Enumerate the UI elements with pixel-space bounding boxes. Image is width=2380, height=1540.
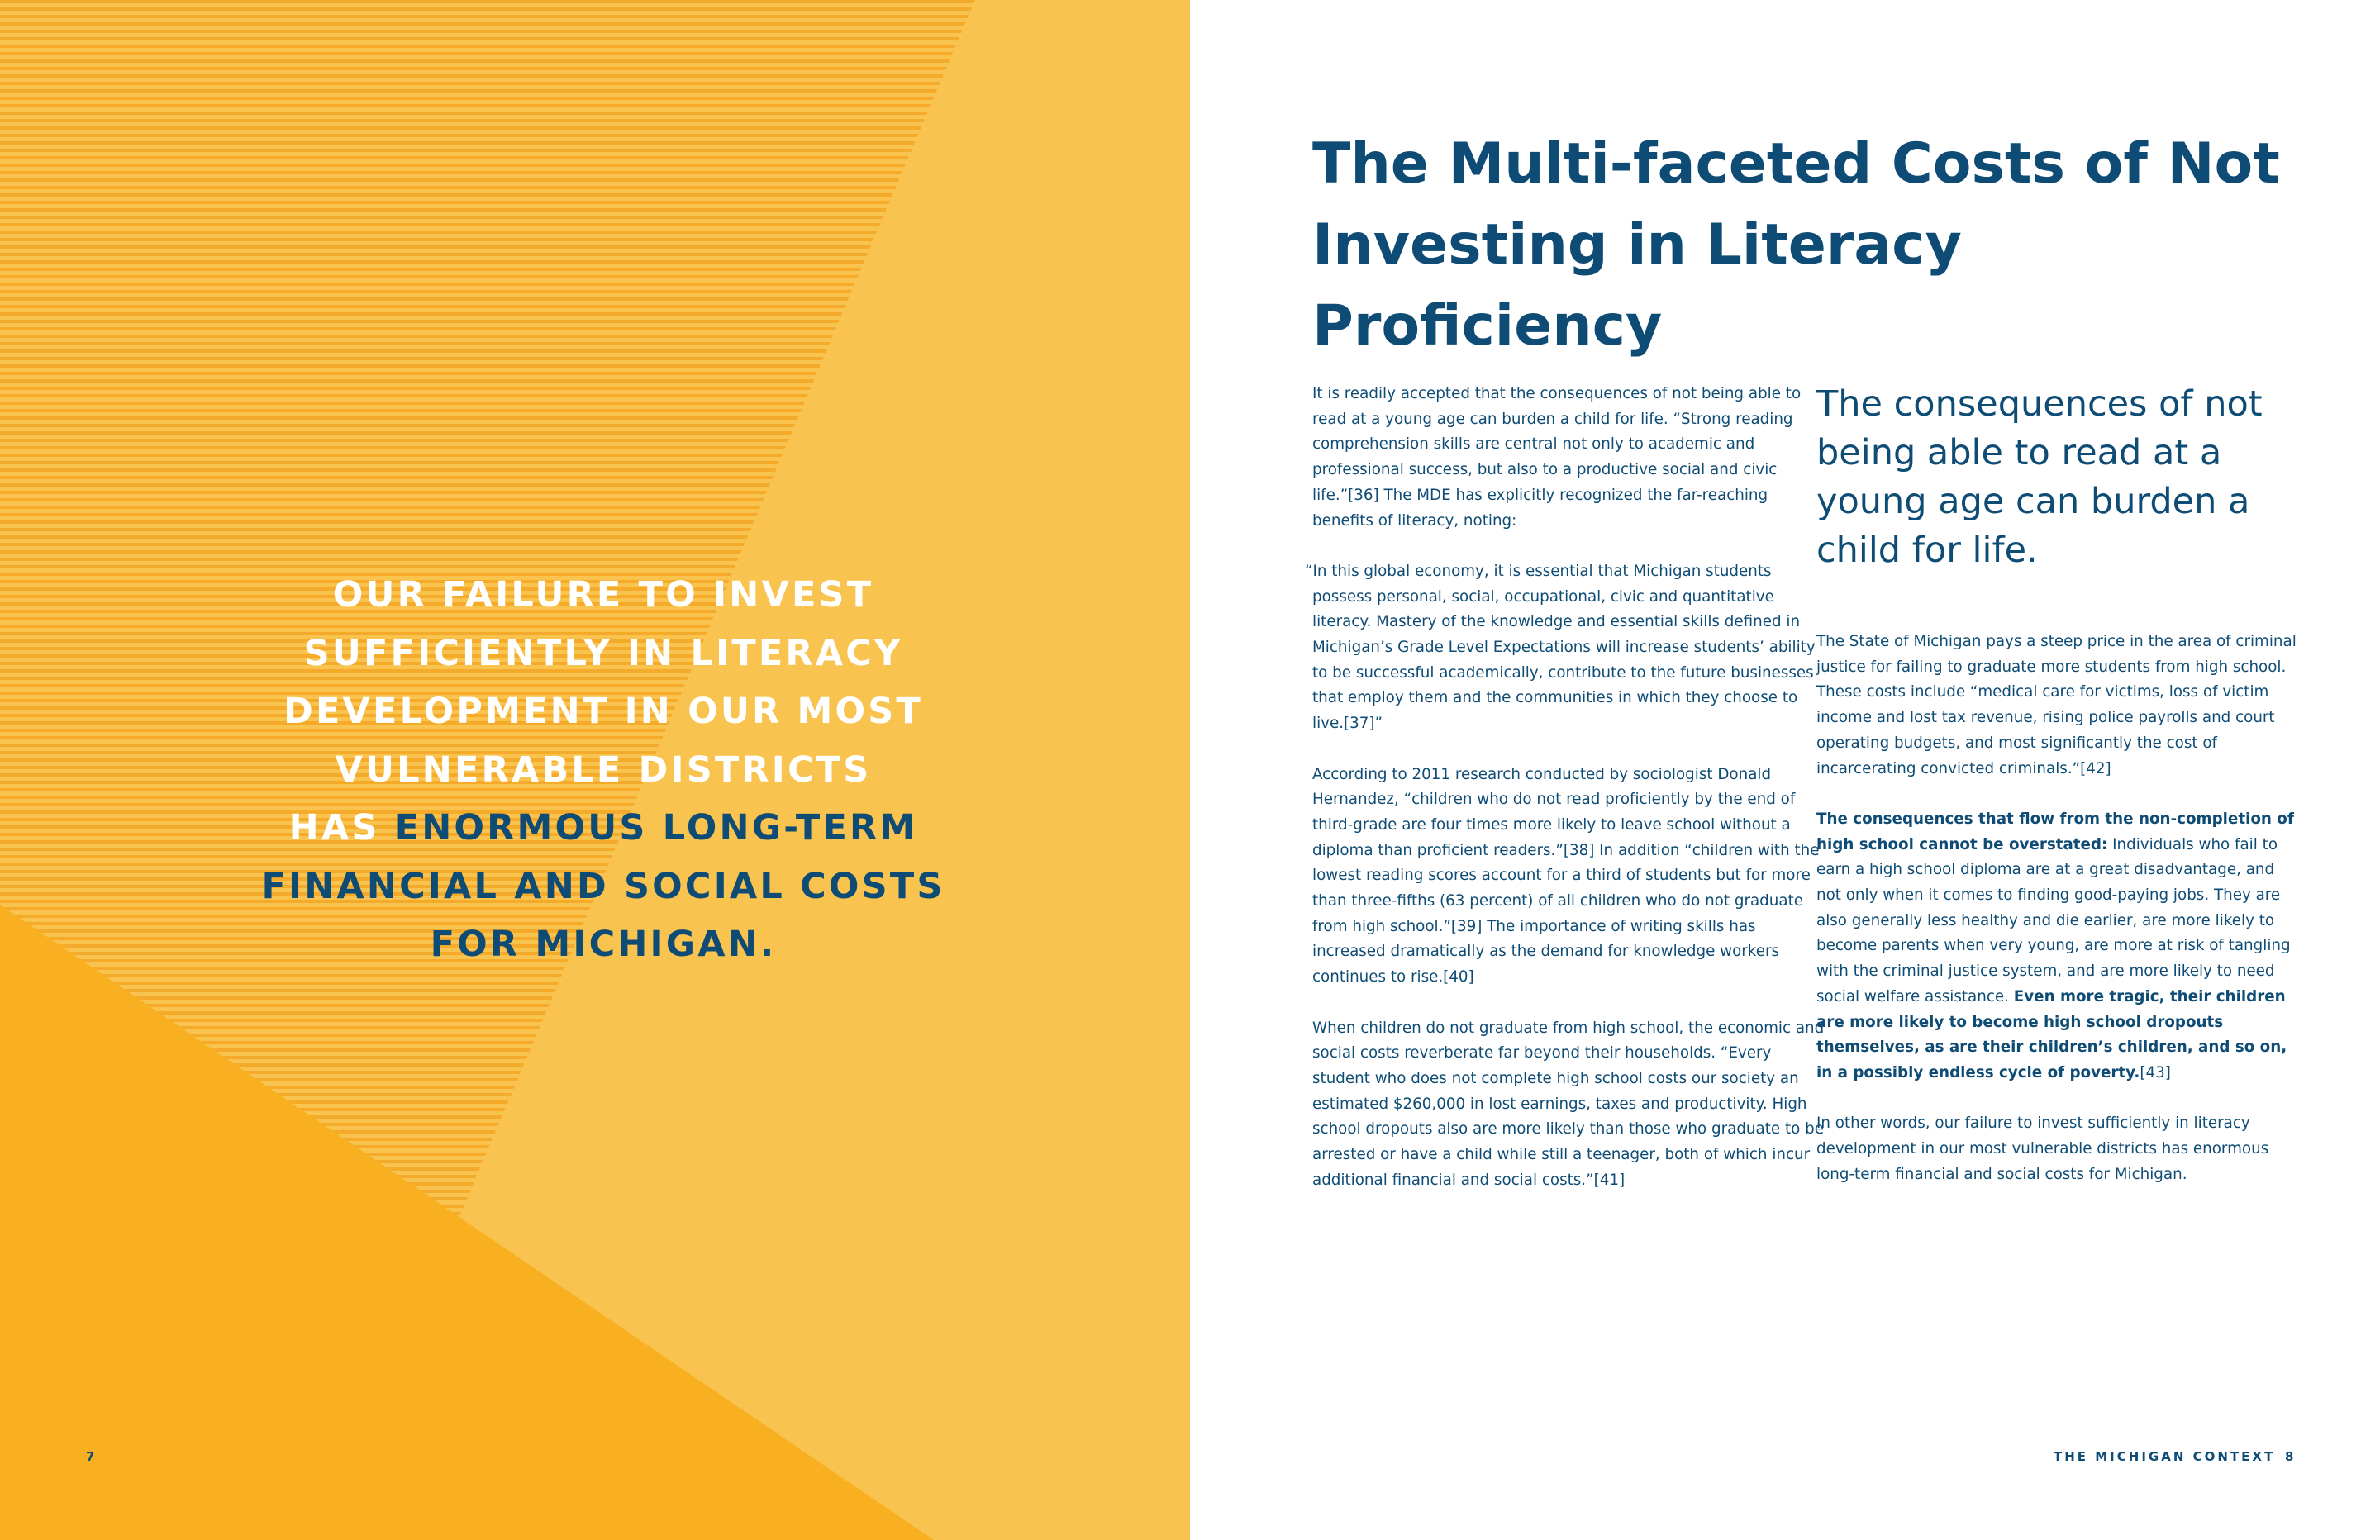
body-paragraph: When children do not graduate from high school, the economic and social costs reverberate far beyond their households. “Every student who does not complete high school costs our society an estimated $260,000 in lost earnings, taxes and productivity. High school dropouts also are more likely than those who graduate to be arrested or have a child while still a teenager, both of which incur additional financial and social costs.”[41] bbox=[1312, 1019, 1825, 1189]
page-title bbox=[1312, 124, 2304, 367]
title-line: The Multi-faceted Costs of Not bbox=[1312, 131, 2280, 197]
page-number: 8 bbox=[2285, 1449, 2295, 1464]
body-paragraph bbox=[1816, 807, 2300, 1086]
right-page bbox=[1190, 0, 2380, 1540]
quote-line: DEVELOPMENT IN OUR MOST bbox=[283, 691, 923, 732]
quote-text: HAS bbox=[288, 807, 395, 848]
block-quote: “In this global economy, it is essential that Michigan students possess personal, social, occupational, civic and quantitative literacy. Mastery of the knowledge and essential skills defined in Michigan’s Grade Level Expectations will increase students’ ability to be successful academically, contribute to the future businesses that employ them and the communities in which they choose to live.[37]” bbox=[1305, 562, 1816, 733]
quote-highlight: FINANCIAL AND SOCIAL COSTS bbox=[261, 865, 945, 907]
footnote-ref: [43] bbox=[2140, 1063, 2171, 1081]
section-label: THE MICHIGAN CONTEXT bbox=[2054, 1449, 2276, 1464]
bold-text: The consequences that flow from the non-completion of high school cannot be overstated: bbox=[1816, 810, 2294, 853]
quote-line: SUFFICIENTLY IN LITERACY bbox=[303, 632, 903, 674]
quote-highlight: FOR MICHIGAN. bbox=[430, 924, 777, 965]
body-column-left bbox=[1305, 382, 1829, 1219]
paragraph-text: Individuals who fail to earn a high school diploma are at a great disadvantage, and not only when it comes to finding good-paying jobs. They are also generally less healthy and die earlier, are more likely to become parents when very young, are more at risk of tangling with the criminal justice system, and are more likely to need social welfare assistance. bbox=[1816, 835, 2291, 1005]
title-line: Investing in Literacy Proficiency bbox=[1312, 212, 1962, 359]
body-paragraph: It is readily accepted that the consequences of not being able to read at a young age can burden a child for life. “Strong reading comprehension skills are central not only to academic and professional success, but also to a productive social and civic life.”[36] The MDE has explicitly recognized the far-reaching benefits of literacy, noting: bbox=[1312, 385, 1802, 530]
feature-quote bbox=[223, 566, 983, 974]
quote-line: VULNERABLE DISTRICTS bbox=[335, 749, 872, 791]
quote-highlight: ENORMOUS LONG-TERM bbox=[394, 807, 918, 848]
pull-quote: The consequences of not being able to read at a young age can burden a child for life. bbox=[1816, 383, 2263, 571]
quote-line: OUR FAILURE TO INVEST bbox=[332, 574, 874, 616]
body-paragraph: According to 2011 research conducted by sociologist Donald Hernandez, “children who do not read proficiently by the end of third-grade are four times more likely to leave school without a diploma than proficient readers.”[38] In addition “children with the lowest reading scores account for a third of students but for more than three-fifths (63 percent) of all children who do not graduate from high school.”[39] The importance of writing skills has increased dramatically as the demand for knowledge workers continues to rise.[40] bbox=[1312, 765, 1820, 986]
page-number: 7 bbox=[86, 1449, 96, 1464]
bold-text: Even more tragic, their children are more likely to become high school dropouts themselves, as are their children’s children, and so on, in a possibly endless cycle of poverty. bbox=[1816, 987, 2287, 1081]
body-paragraph: In other words, our failure to invest sufficiently in literacy development in our most vulnerable districts has enormous long-term financial and social costs for Michigan. bbox=[1816, 1115, 2269, 1183]
quote-line bbox=[223, 799, 983, 858]
body-column-right bbox=[1816, 630, 2300, 1213]
body-paragraph: The State of Michigan pays a steep price in the area of criminal justice for failing to graduate more students from high school. These costs include “medical care for victims, loss of victim income and lost tax revenue, rising police payrolls and court operating budgets, and most significantly the cost of incarcerating convicted criminals.”[42] bbox=[1816, 633, 2297, 777]
